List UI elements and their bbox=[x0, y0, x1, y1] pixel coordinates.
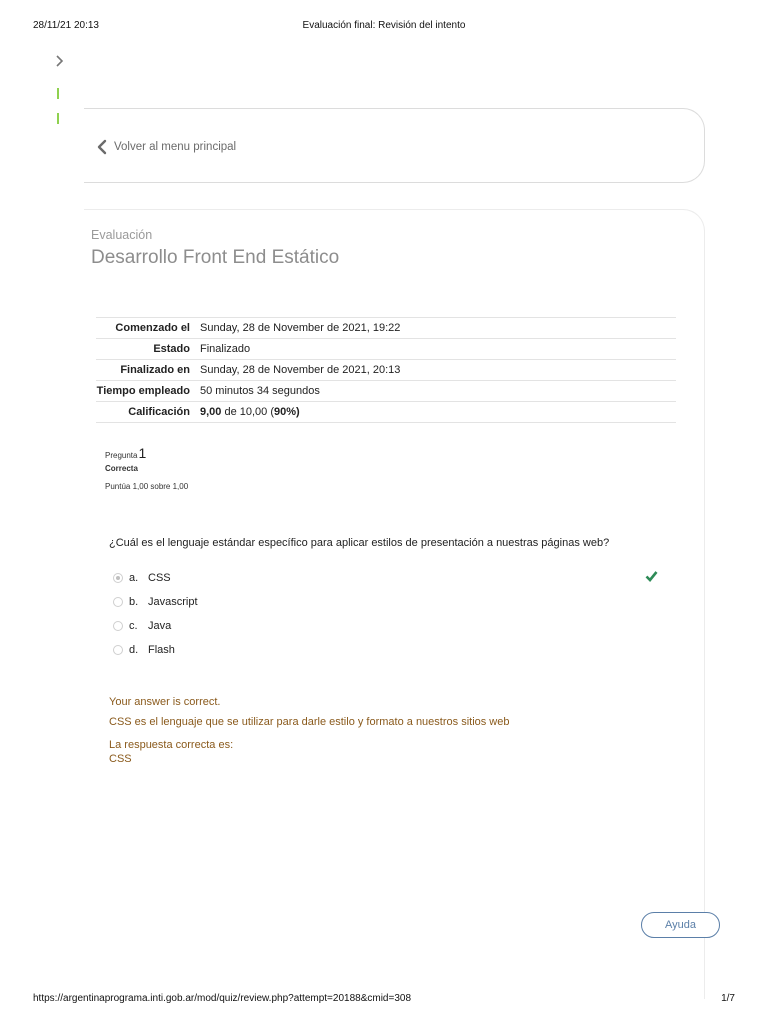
back-link-label: Volver al menu principal bbox=[114, 141, 237, 153]
option-letter: c. bbox=[129, 620, 138, 632]
option-text: Javascript bbox=[148, 596, 198, 608]
print-page-number: 1/7 bbox=[721, 993, 735, 1004]
right-answer: CSS bbox=[109, 753, 132, 765]
summary-value: Finalizado bbox=[200, 343, 251, 355]
summary-row bbox=[96, 360, 676, 381]
print-url: https://argentinaprograma.inti.gob.ar/mod/quiz/review.php?attempt=20188&cmid=308 bbox=[33, 993, 412, 1004]
option-b[interactable] bbox=[113, 590, 658, 614]
answer-options bbox=[113, 566, 658, 662]
question-text: ¿Cuál es el lenguaje estándar específico para aplicar estilos de presentación a nuestras páginas web? bbox=[109, 537, 610, 549]
option-text: Flash bbox=[148, 644, 175, 656]
summary-row bbox=[96, 318, 676, 339]
summary-row bbox=[96, 381, 676, 402]
print-footer bbox=[33, 993, 735, 1007]
summary-value: Sunday, 28 de November de 2021, 20:13 bbox=[200, 364, 401, 376]
option-letter: b. bbox=[129, 596, 139, 608]
question-grade: Puntúa 1,00 sobre 1,00 bbox=[105, 482, 189, 491]
summary-label: Comenzado el bbox=[115, 322, 190, 334]
summary-label: Calificación bbox=[128, 406, 190, 418]
radio-button[interactable] bbox=[113, 621, 123, 631]
right-answer-label: La respuesta correcta es: bbox=[109, 739, 234, 751]
course-title: Desarrollo Front End Estático bbox=[91, 247, 340, 268]
grade-value: 9,00 bbox=[200, 406, 222, 418]
print-title: Evaluación final: Revisión del intento bbox=[302, 20, 466, 31]
summary-label: Tiempo empleado bbox=[96, 385, 190, 397]
general-feedback: CSS es el lenguaje que se utilizar para darle estilo y formato a nuestros sitios web bbox=[109, 716, 510, 728]
print-header bbox=[33, 20, 735, 34]
checkmark-icon bbox=[645, 570, 658, 582]
summary-value bbox=[196, 402, 676, 423]
nav-indicator-1[interactable] bbox=[57, 88, 59, 99]
grade-end: %) bbox=[286, 406, 300, 418]
option-letter: a. bbox=[129, 572, 139, 584]
feedback-panel bbox=[109, 695, 510, 766]
grade-rest: de 10,00 ( bbox=[221, 406, 275, 418]
option-text: Java bbox=[148, 620, 172, 632]
summary-row bbox=[96, 339, 676, 360]
chevron-left-icon bbox=[96, 139, 108, 155]
back-to-menu-link[interactable] bbox=[96, 139, 236, 155]
grade-percent: 90 bbox=[274, 406, 287, 418]
eval-label: Evaluación bbox=[91, 228, 153, 242]
back-card bbox=[84, 108, 705, 183]
question-number: 1 bbox=[138, 445, 147, 461]
summary-label: Estado bbox=[153, 343, 190, 355]
summary-label: Finalizado en bbox=[120, 364, 190, 376]
question-label: Pregunta bbox=[105, 451, 138, 460]
radio-button[interactable] bbox=[113, 597, 123, 607]
option-a[interactable] bbox=[113, 566, 658, 590]
attempt-summary-table bbox=[96, 317, 676, 423]
option-letter: d. bbox=[129, 644, 139, 656]
specific-feedback: Your answer is correct. bbox=[109, 696, 221, 708]
help-button[interactable]: Ayuda bbox=[641, 912, 720, 938]
question-status: Correcta bbox=[105, 464, 138, 473]
print-date: 28/11/21 20:13 bbox=[33, 20, 99, 31]
chevron-right-icon[interactable] bbox=[54, 53, 66, 69]
question-info bbox=[105, 445, 188, 491]
radio-button[interactable] bbox=[113, 573, 123, 583]
summary-row bbox=[96, 402, 676, 423]
option-text: CSS bbox=[148, 572, 171, 584]
summary-value: 50 minutos 34 segundos bbox=[200, 385, 320, 397]
radio-button[interactable] bbox=[113, 645, 123, 655]
summary-value: Sunday, 28 de November de 2021, 19:22 bbox=[200, 322, 401, 334]
nav-indicator-2[interactable] bbox=[57, 113, 59, 124]
option-d[interactable] bbox=[113, 638, 658, 662]
option-c[interactable] bbox=[113, 614, 658, 638]
